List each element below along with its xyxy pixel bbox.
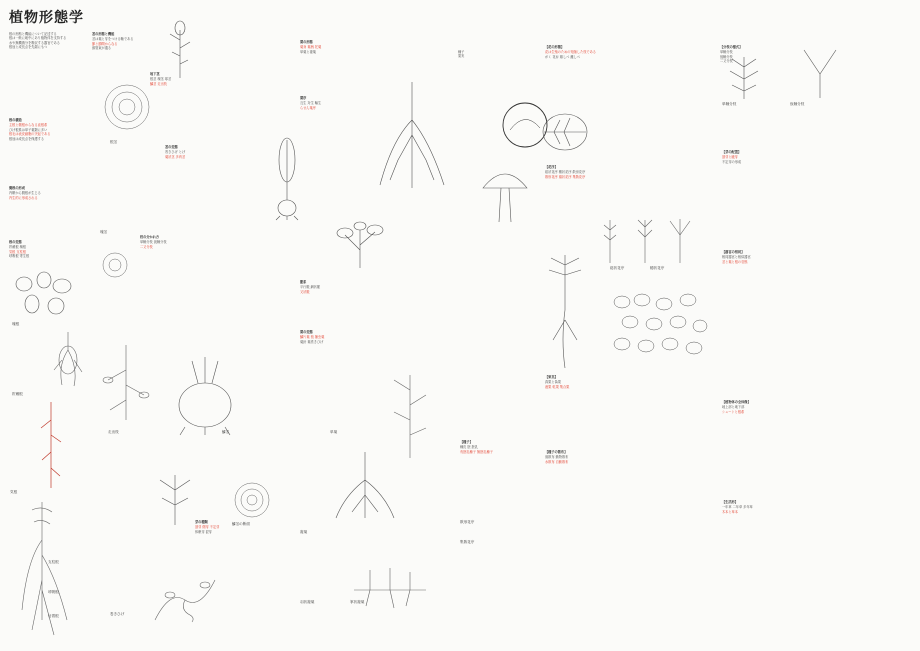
label-spike: 穂状花序 — [650, 266, 665, 270]
text-line: 頂芽 側芽 不定芽 — [195, 525, 220, 530]
col4-note-1 — [458, 50, 513, 90]
tuber-roots-illustration — [12, 270, 82, 320]
section-heading: 地下茎 — [150, 72, 160, 76]
text-line: 一年草 二年草 多年草 — [722, 505, 753, 510]
tendril-illustration — [150, 570, 220, 625]
text-line: 維管束が通る — [92, 46, 112, 51]
text-line: 巻きひげ とげ — [165, 150, 186, 155]
root-system-illustration — [372, 80, 452, 190]
col1-section-lateral — [9, 186, 83, 216]
text-line: 種子 — [458, 50, 465, 54]
text-line: 内生的に形成される — [9, 195, 38, 200]
col4-block-2 — [545, 165, 695, 205]
text-line: 単軸分枝 仮軸分枝 — [140, 240, 167, 245]
section-heading: 葉の変態 — [300, 330, 313, 334]
col3-block-2 — [300, 96, 375, 126]
section-heading: 根の構造 — [9, 118, 22, 122]
label-sympodial: 仮軸分枝 — [790, 102, 805, 106]
leaf-illustration — [540, 110, 590, 155]
text-line: 根の形態と機能について記述する — [9, 32, 57, 36]
section-heading: 【花の形態】 — [545, 45, 565, 49]
text-line: 平行脈 網状脈 — [300, 285, 321, 290]
bulb-cross-section-illustration — [232, 480, 272, 520]
col5-block-2 — [722, 150, 892, 190]
rhizome-illustration — [160, 20, 200, 80]
section-heading: 茎の変態 — [165, 145, 178, 149]
col2-block-3 — [165, 145, 230, 181]
seeds-illustration — [610, 290, 710, 365]
label-runner: 走出枝 — [108, 430, 119, 434]
mushroom-illustration — [475, 160, 535, 225]
creeping-stem-illustration — [350, 560, 430, 620]
aerial-root-illustration — [36, 400, 66, 490]
label-monopodial: 単軸分枝 — [722, 102, 737, 106]
bulb-illustration — [170, 355, 240, 435]
text-line: シュートと根系 — [722, 409, 745, 414]
col4-block-4 — [460, 440, 540, 490]
text-line: 有胚乳種子 無胚乳種子 — [460, 449, 493, 454]
text-line: 二又分枝 — [720, 59, 733, 64]
text-line: 茎は葉と芽をつける軸である — [92, 37, 134, 42]
branching-plant-illustration — [380, 370, 440, 460]
plant-root-illustration — [535, 250, 595, 370]
section-heading: 側根の形成 — [9, 186, 25, 190]
section-heading: 葉の形態 — [300, 40, 313, 44]
hyacinth-illustration — [272, 130, 302, 220]
text-line: ひげ根系は単子葉類に多い — [9, 127, 48, 132]
col2-block-5 — [195, 520, 285, 540]
text-line: 仮軸分枝 — [720, 54, 733, 59]
text-line: 根は一般に地中にあり植物体を支持する — [9, 36, 67, 41]
section-heading: 【果実】 — [545, 375, 558, 379]
text-line: 地上部と地下部 — [722, 405, 745, 410]
col1-section-roots — [9, 118, 83, 168]
label-simple-leaf: 単葉 — [330, 430, 338, 434]
text-line: 二又分枝 — [140, 244, 153, 249]
section-heading: 【種子】 — [460, 440, 473, 444]
col3-block-4 — [300, 330, 395, 356]
col3-block-1 — [300, 40, 375, 70]
text-line: 不定芽の形成 — [722, 159, 742, 164]
text-line: 葉状茎 多肉茎 — [165, 154, 186, 159]
label-tendril: 巻きひげ — [110, 612, 125, 616]
label-clinging-root: 付着根 — [48, 614, 59, 618]
text-line: 液果 乾果 集合果 — [545, 384, 570, 389]
label-umbel: 散形花序 — [460, 520, 475, 524]
col3-block-3 — [300, 280, 395, 306]
text-line: 節と節間からなる — [92, 41, 118, 46]
col4-block-1 — [545, 45, 695, 90]
text-line: 風散布 動物散布 — [545, 455, 569, 460]
section-heading: 芽の種類 — [195, 520, 208, 524]
text-line: 茎と葉と根の変態 — [722, 259, 748, 264]
root-cluster-illustration — [330, 450, 400, 520]
text-line: 貯蔵根 塊根 — [9, 245, 26, 250]
text-line: 根冠は成長点を保護する — [9, 136, 45, 141]
section-heading: 脈系 — [300, 280, 307, 284]
text-line: 真果と偽果 — [545, 380, 561, 385]
text-line: 根冠と成長点を先端にもつ — [9, 45, 48, 50]
col5-block-5 — [722, 500, 892, 540]
sympodial-branching-illustration — [800, 50, 840, 100]
text-line: 単葉と複葉 — [300, 49, 316, 54]
text-line: 頂芽と腋芽 — [722, 155, 738, 160]
text-line: 水や無機養分を吸収する器官である — [9, 40, 60, 45]
text-line: 花は生殖のための短縮した枝である — [545, 50, 596, 55]
label-cyme: 集散花序 — [460, 540, 475, 544]
col5-block-3 — [722, 250, 892, 290]
label-bulb-section: 鱗茎の断面 — [232, 522, 250, 526]
corm-illustration — [100, 250, 130, 280]
label-prop-root: 支柱根 — [48, 560, 59, 564]
text-line: 気根 支柱根 — [9, 249, 26, 254]
monopodial-branching-illustration — [722, 55, 767, 100]
text-line: 葉針 葉巻きひげ — [300, 339, 324, 344]
section-heading: 【植物体の全体像】 — [722, 400, 751, 404]
col4-block-3 — [545, 375, 695, 415]
text-line: 根茎 塊茎 球茎 — [150, 77, 172, 82]
text-line: 果実 — [458, 54, 465, 59]
text-line: 呼吸根 寄生根 — [9, 254, 30, 259]
text-line: 相同器官と相似器官 — [722, 255, 751, 260]
text-line: 単軸分枝 — [720, 50, 733, 55]
label-raceme: 総状花序 — [610, 266, 625, 270]
section-heading: 【分枝の様式】 — [720, 45, 743, 49]
text-line: 鱗片葉 苞 捕虫葉 — [300, 335, 325, 340]
section-heading: 茎の形態と機能 — [92, 32, 115, 36]
section-heading: 枝の分かれ方 — [140, 235, 160, 239]
col4-block-5 — [545, 450, 695, 490]
herb-illustration — [330, 220, 390, 270]
section-heading: 【花序】 — [545, 165, 558, 169]
storage-root-illustration — [48, 330, 88, 390]
text-line: 葉身 葉柄 托葉 — [300, 45, 322, 50]
text-line: らせん葉序 — [300, 105, 316, 110]
text-line: 互生 対生 輪生 — [300, 101, 322, 106]
section-heading: 【種子の散布】 — [545, 450, 568, 454]
label-tuber-stem: 塊茎 — [100, 230, 108, 234]
text-line: 根毛は表皮細胞の突起である — [9, 132, 51, 137]
section-heading: 【芽の配置】 — [722, 150, 742, 154]
text-line: 木本と草本 — [722, 509, 738, 514]
text-line: 種皮 胚 胚乳 — [460, 445, 478, 450]
section-heading: 葉序 — [300, 96, 307, 100]
label-rhizome: 根茎 — [110, 140, 118, 144]
col2-block-4 — [140, 235, 208, 255]
col1-section-modified — [9, 240, 83, 270]
section-heading: 【生活形】 — [722, 500, 738, 504]
col5-block-4 — [722, 400, 892, 440]
stolon-plant-illustration — [150, 470, 200, 530]
section-heading: 根の変態 — [9, 240, 22, 244]
text-line: 散形花序 頭状花序 集散花序 — [545, 174, 586, 179]
label-pinnate-leaf: 羽状複葉 — [300, 600, 315, 604]
prop-root-illustration — [12, 500, 82, 640]
runner-illustration — [96, 340, 156, 430]
text-line: がく 花弁 雄しべ 雌しべ — [545, 54, 580, 59]
text-line: 主根と側根からなる直根系 — [9, 123, 48, 128]
label-respiratory-root: 呼吸根 — [48, 590, 59, 594]
text-line: 内鞘から側根が生じる — [9, 191, 41, 196]
section-heading: 【器官の相同】 — [722, 250, 745, 254]
text-line: 水散布 自動散布 — [545, 459, 569, 464]
col1-intro — [9, 32, 83, 92]
text-line: 休眠芽 混芽 — [195, 529, 212, 534]
label-bulb: 鱗茎 — [222, 430, 230, 434]
label-aerial-root: 気根 — [10, 490, 18, 494]
label-tuber: 塊根 — [12, 322, 20, 326]
text-line: 叉状脈 — [300, 289, 310, 294]
label-storage-root: 貯蔵根 — [12, 392, 23, 396]
text-line: 総状花序 穂状花序 散房花序 — [545, 170, 586, 175]
label-compound-leaf: 複葉 — [300, 530, 308, 534]
bulb-section-illustration — [100, 80, 155, 135]
page-title: 植物形態学 — [9, 10, 84, 26]
label-palmate-leaf: 掌状複葉 — [350, 600, 365, 604]
text-line: 鱗茎 走出枝 — [150, 81, 167, 86]
inflorescence-illustrations — [600, 215, 700, 265]
